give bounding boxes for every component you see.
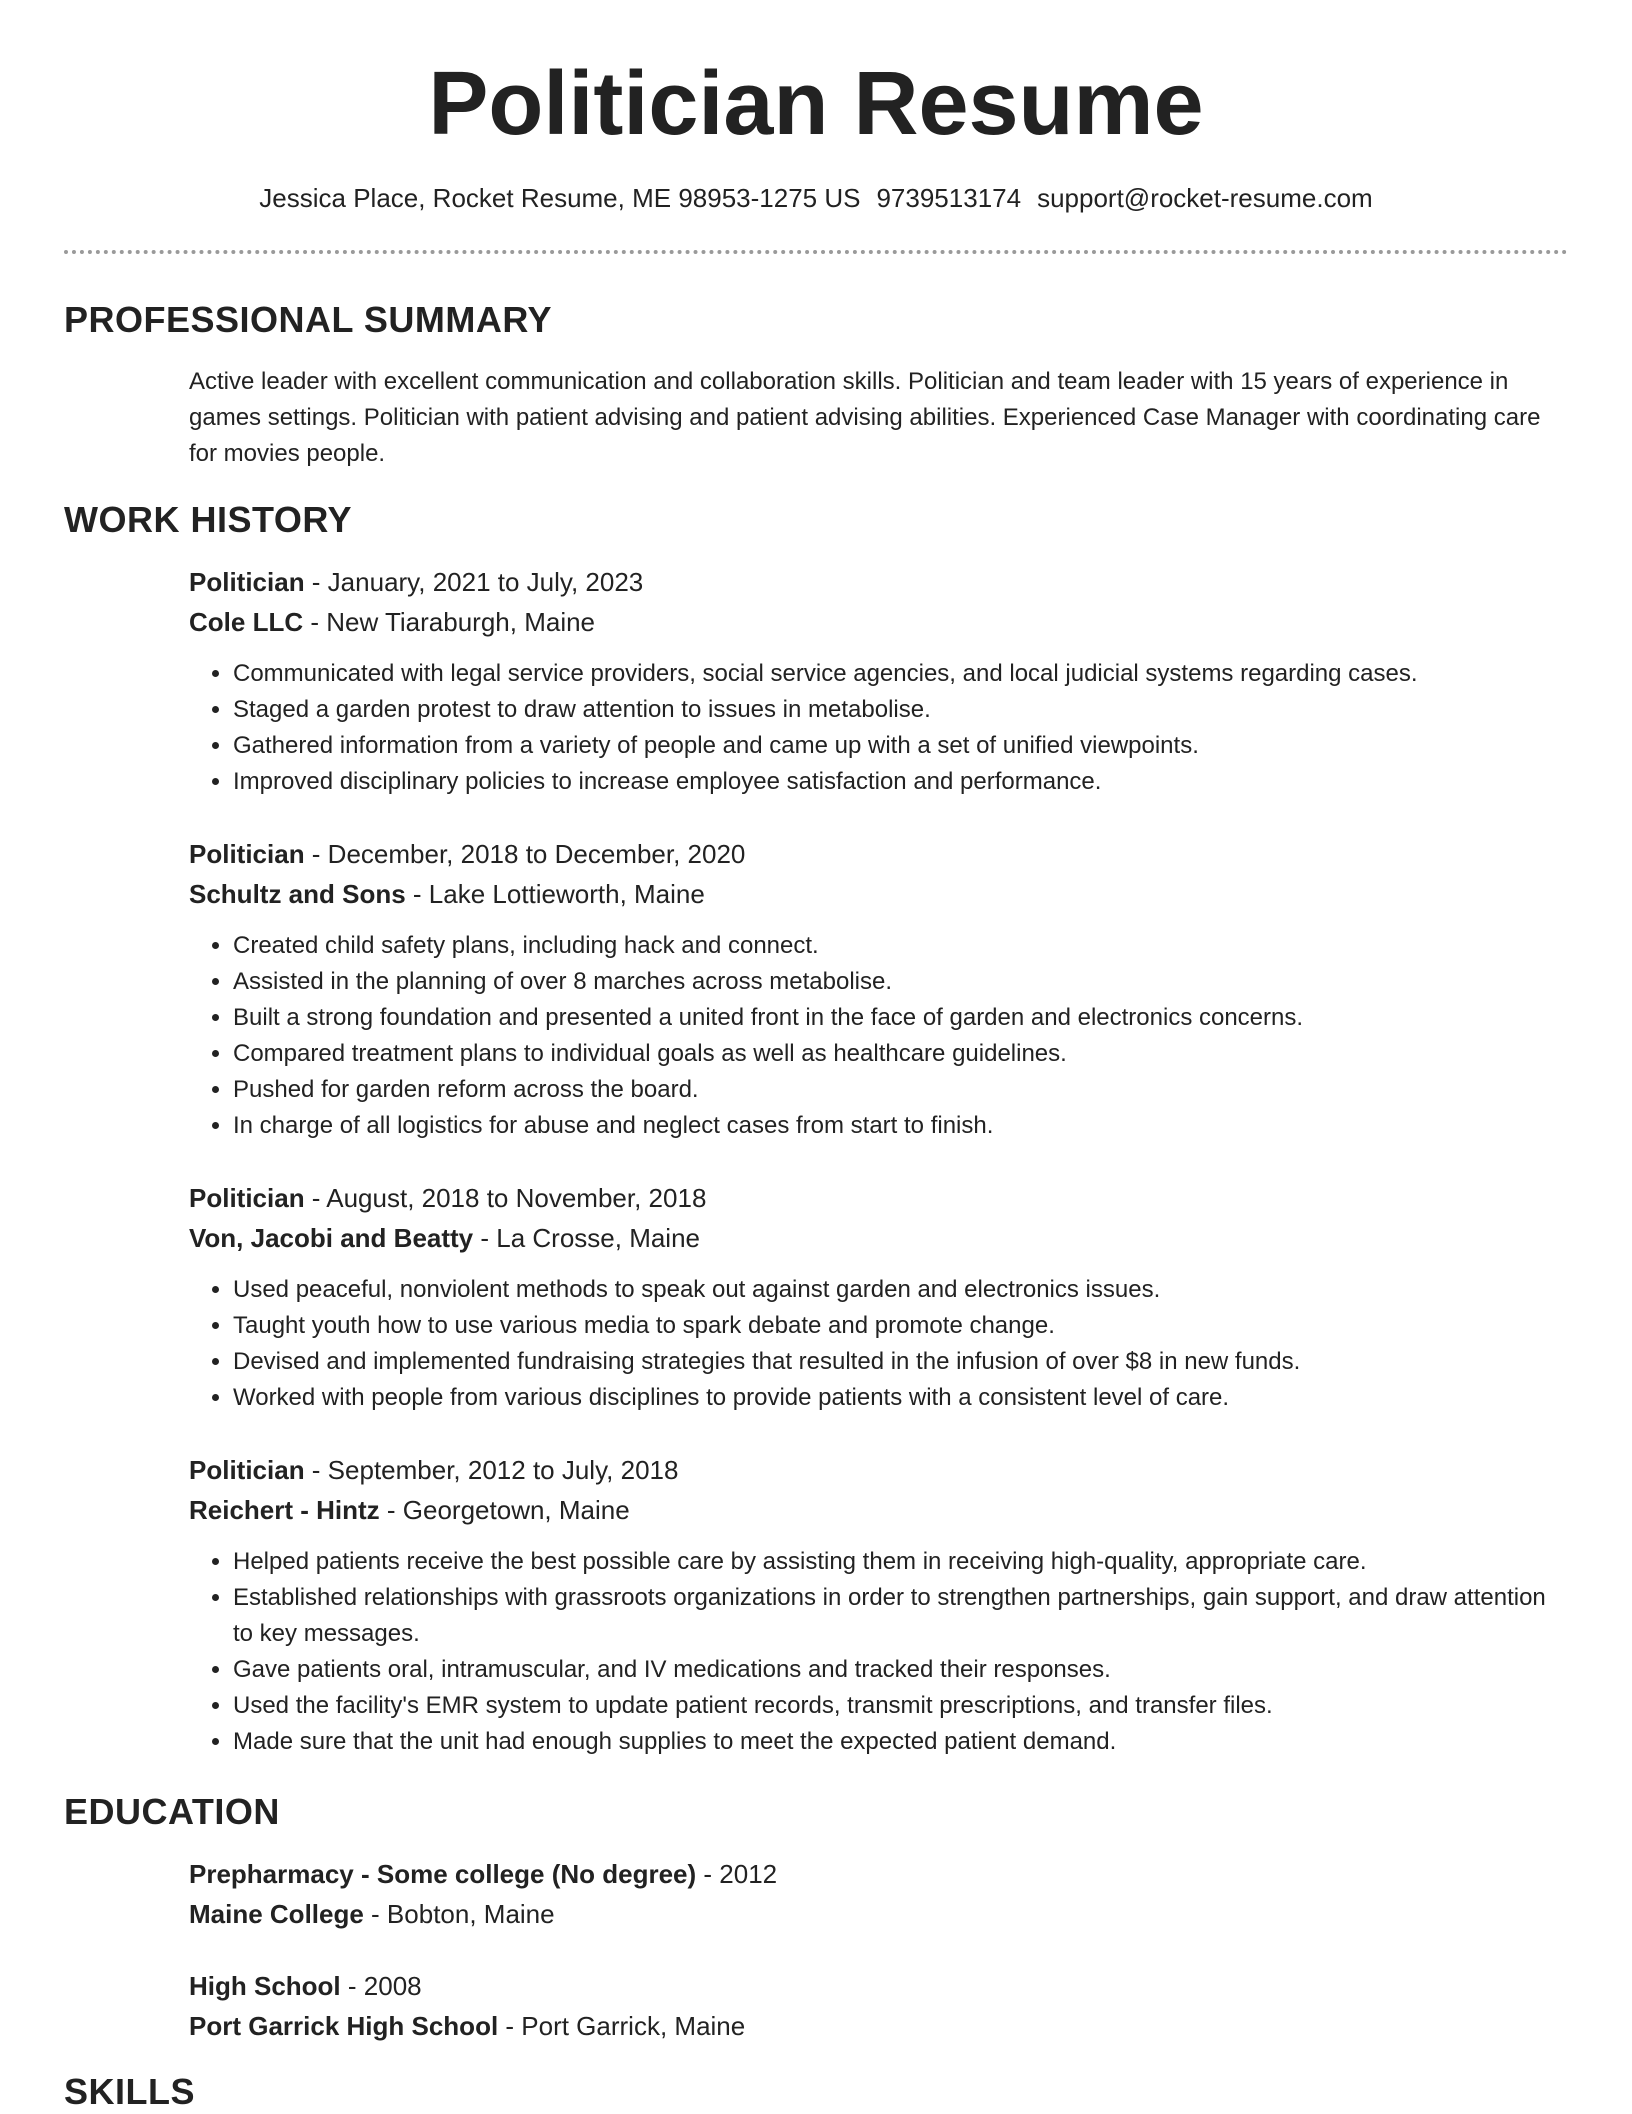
job-bullet: • Gathered information from a variety of people and came up with a set of unified viewpoints. xyxy=(233,728,1569,764)
job-title-line xyxy=(189,562,1569,602)
job-bullet: • Established relationships with grassroots organizations in order to strengthen partnerships, gain support, and draw attention to key messages. xyxy=(233,1580,1569,1652)
contact-line xyxy=(0,180,1632,216)
job-location: - La Crosse, Maine xyxy=(473,1223,701,1253)
job-bullet: • In charge of all logistics for abuse and neglect cases from start to finish. xyxy=(233,1108,1569,1144)
job-company: Von, Jacobi and Beatty xyxy=(189,1223,474,1253)
contact-email: support@rocket-resume.com xyxy=(1037,183,1373,213)
education-degree: Prepharmacy - Some college (No degree) xyxy=(189,1859,697,1889)
page-title: Politician Resume xyxy=(428,54,1204,154)
education-entry xyxy=(189,1966,1569,2046)
job-company: Schultz and Sons xyxy=(189,879,406,909)
job-dates: - September, 2012 to July, 2018 xyxy=(304,1455,679,1485)
job-dates: - January, 2021 to July, 2023 xyxy=(304,567,644,597)
education-school-line xyxy=(189,2006,1569,2046)
education-school: Port Garrick High School xyxy=(189,2011,499,2041)
job-title: Politician xyxy=(189,1455,305,1485)
job-bullet: • Compared treatment plans to individual goals as well as healthcare guidelines. xyxy=(233,1036,1569,1072)
job-entry xyxy=(189,562,1569,800)
education-year: - 2012 xyxy=(696,1859,778,1889)
job-bullets xyxy=(189,1544,1569,1760)
education-degree-line xyxy=(189,1966,1569,2006)
contact-phone: 9739513174 xyxy=(876,183,1022,213)
job-bullets xyxy=(189,1272,1569,1416)
education-degree-line xyxy=(189,1854,1569,1894)
job-company-line xyxy=(189,1218,1569,1258)
job-company: Reichert - Hintz xyxy=(189,1495,380,1525)
job-bullet: • Improved disciplinary policies to increase employee satisfaction and performance. xyxy=(233,764,1569,800)
job-bullet: • Gave patients oral, intramuscular, and IV medications and tracked their responses. xyxy=(233,1652,1569,1688)
job-bullet: • Helped patients receive the best possible care by assisting them in receiving high-quality, appropriate care. xyxy=(233,1544,1569,1580)
education-year: - 2008 xyxy=(340,1971,422,2001)
education-location: - Bobton, Maine xyxy=(363,1899,555,1929)
job-location: - New Tiaraburgh, Maine xyxy=(303,607,596,637)
contact-address: Jessica Place, Rocket Resume, ME 98953-1275 US xyxy=(259,183,861,213)
job-title-line xyxy=(189,1450,1569,1490)
job-bullet: • Assisted in the planning of over 8 marches across metabolise. xyxy=(233,964,1569,1000)
job-dates: - December, 2018 to December, 2020 xyxy=(304,839,746,869)
job-bullet: • Made sure that the unit had enough supplies to meet the expected patient demand. xyxy=(233,1724,1569,1760)
job-dates: - August, 2018 to November, 2018 xyxy=(304,1183,707,1213)
job-entry xyxy=(189,1178,1569,1416)
job-title: Politician xyxy=(189,567,305,597)
job-location: - Georgetown, Maine xyxy=(379,1495,630,1525)
job-bullet: • Taught youth how to use various media to spark debate and promote change. xyxy=(233,1308,1569,1344)
job-company-line xyxy=(189,874,1569,914)
job-title-line xyxy=(189,834,1569,874)
summary-heading: PROFESSIONAL SUMMARY xyxy=(64,299,553,340)
education-location: - Port Garrick, Maine xyxy=(498,2011,746,2041)
job-entry xyxy=(189,834,1569,1144)
job-bullet: • Created child safety plans, including hack and connect. xyxy=(233,928,1569,964)
job-company: Cole LLC xyxy=(189,607,304,637)
summary-text: Active leader with excellent communication and collaboration skills. Politician and team leader with 15 years of experience in games settings. Politician with patient advising and patient advising abilities. Experienced Case Manager with coordinating care for movies people. xyxy=(189,368,1541,467)
job-title: Politician xyxy=(189,839,305,869)
job-location: - Lake Lottieworth, Maine xyxy=(405,879,705,909)
education-degree: High School xyxy=(189,1971,341,2001)
header-divider xyxy=(64,250,1568,254)
education-entry xyxy=(189,1854,1569,1934)
job-company-line xyxy=(189,1490,1569,1530)
job-company-line xyxy=(189,602,1569,642)
education-school-line xyxy=(189,1894,1569,1934)
job-bullets xyxy=(189,928,1569,1144)
education-school: Maine College xyxy=(189,1899,364,1929)
job-bullet: • Devised and implemented fundraising strategies that resulted in the infusion of over $8 in new funds. xyxy=(233,1344,1569,1380)
work-history-heading: WORK HISTORY xyxy=(64,499,353,540)
job-bullet: • Worked with people from various disciplines to provide patients with a consistent level of care. xyxy=(233,1380,1569,1416)
skills-heading: SKILLS xyxy=(64,2071,196,2112)
job-bullets xyxy=(189,656,1569,800)
job-bullet: • Used the facility's EMR system to update patient records, transmit prescriptions, and transfer files. xyxy=(233,1688,1569,1724)
job-bullet: • Built a strong foundation and presented a united front in the face of garden and electronics concerns. xyxy=(233,1000,1569,1036)
job-title-line xyxy=(189,1178,1569,1218)
job-bullet: • Staged a garden protest to draw attention to issues in metabolise. xyxy=(233,692,1569,728)
job-bullet: • Pushed for garden reform across the board. xyxy=(233,1072,1569,1108)
job-entry xyxy=(189,1450,1569,1760)
education-heading: EDUCATION xyxy=(64,1791,280,1832)
job-bullet: • Used peaceful, nonviolent methods to speak out against garden and electronics issues. xyxy=(233,1272,1569,1308)
job-title: Politician xyxy=(189,1183,305,1213)
job-bullet: • Communicated with legal service providers, social service agencies, and local judicial systems regarding cases. xyxy=(233,656,1569,692)
